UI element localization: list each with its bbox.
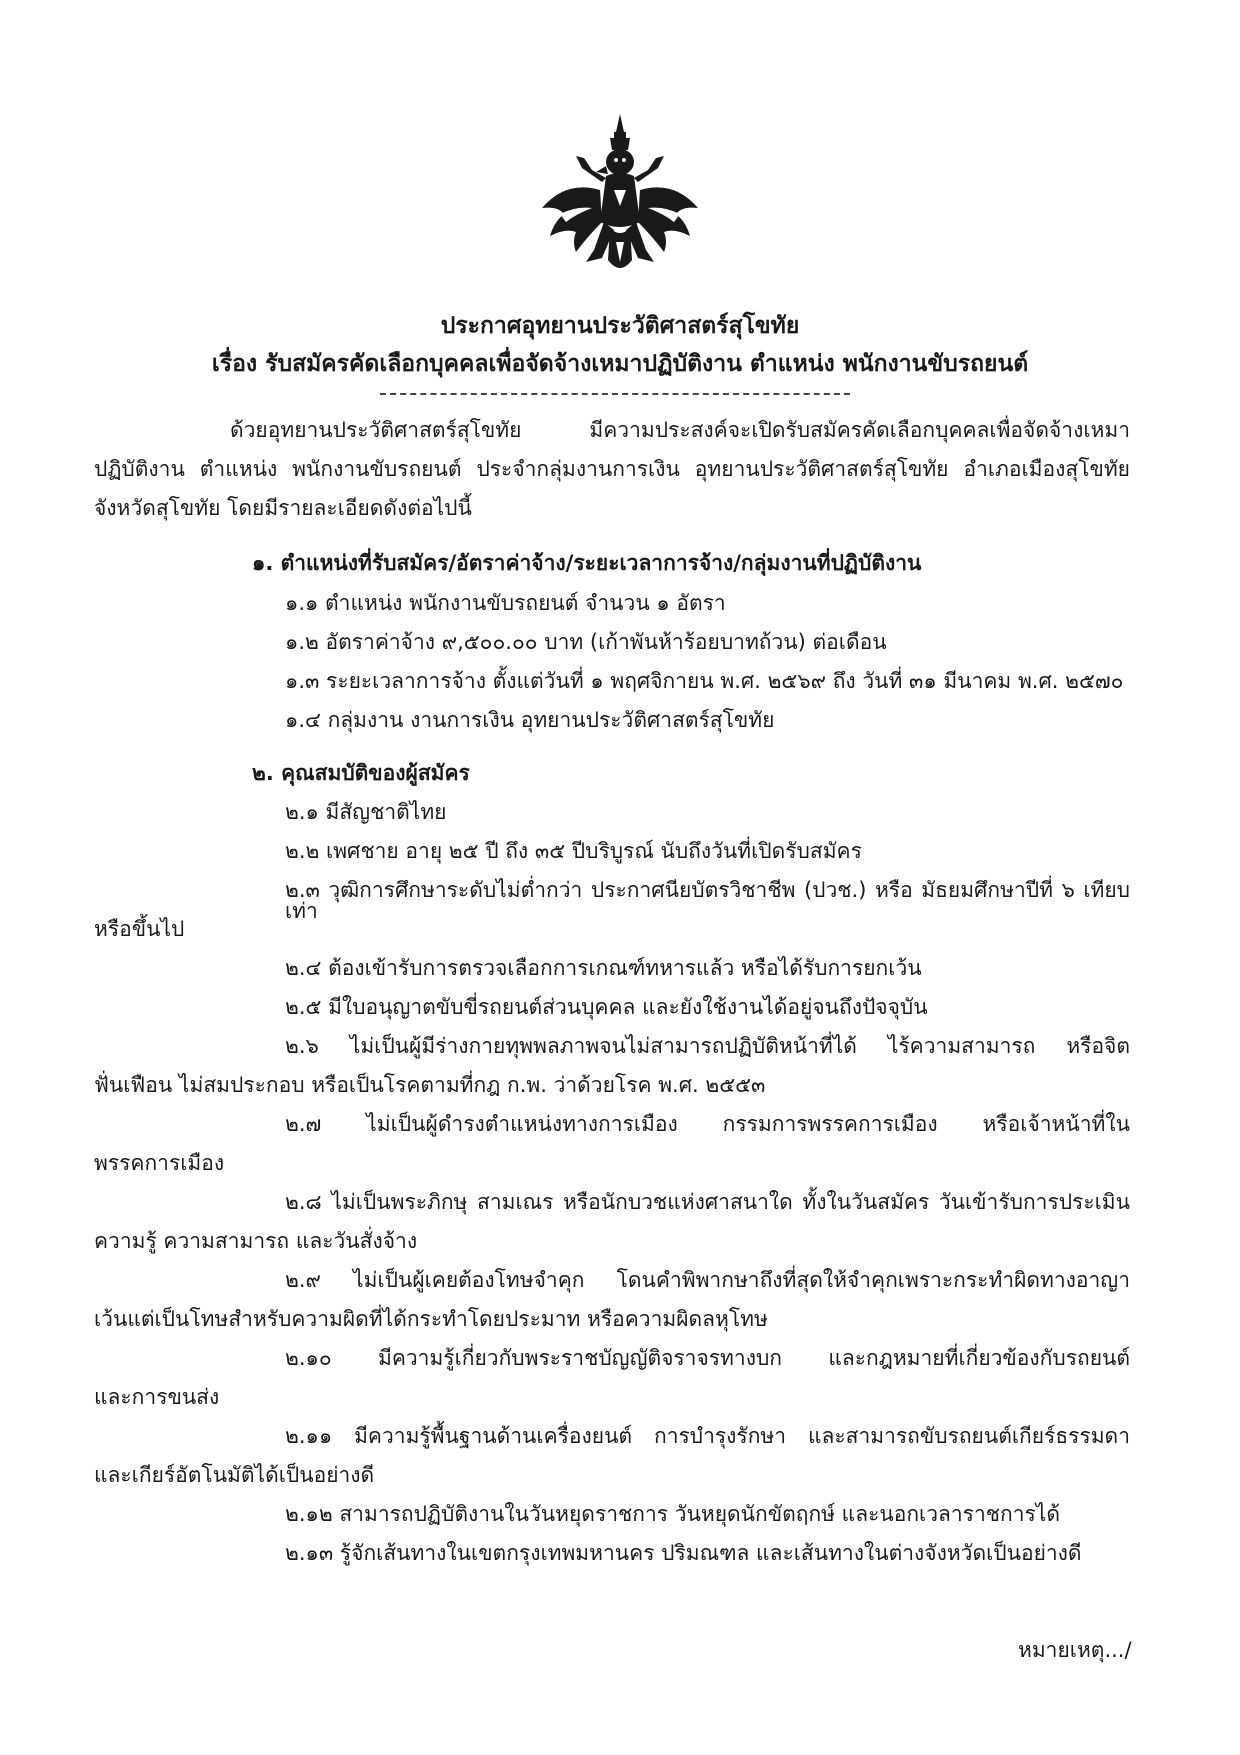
qualification-item: ๒.๑ มีสัญชาติไทย	[285, 800, 447, 824]
qualification-item: ๒.๓ วุฒิการศึกษาระดับไม่ต่ำกว่า ประกาศนียบัตรวิชาชีพ (ปวช.) หรือ มัธยมศึกษาปีที่ ๖ เทียบเท่า	[285, 878, 1130, 923]
qualification-item-continued: และการขนส่ง	[94, 1385, 220, 1409]
qualification-item: ๒.๔ ต้องเข้ารับการตรวจเลือกการเกณฑ์ทหารแล้ว หรือได้รับการยกเว้น	[285, 956, 922, 980]
continued-marker: หมายเหตุ.../	[1018, 1638, 1132, 1662]
qualification-item: ๒.๘ ไม่เป็นพระภิกษุ สามเณร หรือนักบวชแห่งศาสนาใด ทั้งในวันสมัคร วันเข้ารับการประเมิน	[285, 1190, 1130, 1214]
garuda-emblem-icon	[536, 110, 704, 280]
qualification-item: ๒.๕ มีใบอนุญาตขับขี่รถยนต์ส่วนบุคคล และยังใช้งานได้อยู่จนถึงปัจจุบัน	[285, 995, 928, 1019]
intro-line-3: จังหวัดสุโขทัย โดยมีรายละเอียดดังต่อไปนี้	[94, 496, 472, 520]
qualification-item: ๒.๑๐ มีความรู้เกี่ยวกับพระราชบัญญัติจราจรทางบก และกฎหมายที่เกี่ยวข้องกับรถยนต์	[285, 1346, 1130, 1370]
section-1-item: ๑.๒ อัตราค่าจ้าง ๙,๕๐๐.๐๐ บาท (เก้าพันห้าร้อยบาทถ้วน) ต่อเดือน	[285, 630, 887, 654]
section-2-heading: ๒. คุณสมบัติของผู้สมัคร	[252, 761, 470, 785]
qualification-item-continued: เว้นแต่เป็นโทษสำหรับความผิดที่ได้กระทำโดยประมาท หรือความผิดลหุโทษ	[94, 1307, 768, 1331]
qualification-item-continued: พรรคการเมือง	[94, 1151, 225, 1175]
qualification-item: ๒.๑๒ สามารถปฏิบัติงานในวันหยุดราชการ วันหยุดนักขัตฤกษ์ และนอกเวลาราชการได้	[285, 1502, 1060, 1526]
qualification-item-continued: ความรู้ ความสามารถ และวันสั่งจ้าง	[94, 1229, 418, 1253]
qualification-item: ๒.๑๑ มีความรู้พื้นฐานด้านเครื่องยนต์ การบำรุงรักษา และสามารถขับรถยนต์เกียร์ธรรมดา	[285, 1424, 1130, 1448]
qualification-item: ๒.๖ ไม่เป็นผู้มีร่างกายทุพพลภาพจนไม่สามารถปฏิบัติหน้าที่ได้ ไร้ความสามารถ หรือจิต	[285, 1034, 1130, 1058]
qualification-item: ๒.๒ เพศชาย อายุ ๒๕ ปี ถึง ๓๕ ปีบริบูรณ์ นับถึงวันที่เปิดรับสมัคร	[285, 839, 862, 863]
announcement-title: ประกาศอุทยานประวัติศาสตร์สุโขทัย	[440, 313, 800, 339]
section-1-item: ๑.๔ กลุ่มงาน งานการเงิน อุทยานประวัติศาสตร์สุโขทัย	[285, 708, 775, 732]
qualification-item-continued: หรือขึ้นไป	[94, 917, 185, 941]
qualification-item: ๒.๙ ไม่เป็นผู้เคยต้องโทษจำคุก โดนคำพิพากษาถึงที่สุดให้จำคุกเพราะกระทำผิดทางอาญา	[285, 1268, 1130, 1292]
qualification-item: ๒.๗ ไม่เป็นผู้ดำรงตำแหน่งทางการเมือง กรรมการพรรคการเมือง หรือเจ้าหน้าที่ใน	[285, 1112, 1130, 1136]
announcement-subject: เรื่อง รับสมัครคัดเลือกบุคคลเพื่อจัดจ้างเหมาปฏิบัติงาน ตำแหน่ง พนักงานขับรถยนต์	[211, 351, 1029, 377]
qualification-item-continued: และเกียร์อัตโนมัติได้เป็นอย่างดี	[94, 1463, 375, 1487]
intro-line-1: ด้วยอุทยานประวัติศาสตร์สุโขทัย มีความประสงค์จะเปิดรับสมัครคัดเลือกบุคคลเพื่อจัดจ้างเหมา	[230, 418, 1130, 442]
intro-line-2: ปฏิบัติงาน ตำแหน่ง พนักงานขับรถยนต์ ประจำกลุ่มงานการเงิน อุทยานประวัติศาสตร์สุโขทัย อำเภอเมืองสุโขทัย	[94, 457, 1130, 481]
qualification-item: ๒.๑๓ รู้จักเส้นทางในเขตกรุงเทพมหานคร ปริมณฑล และเส้นทางในต่างจังหวัดเป็นอย่างดี	[285, 1541, 1082, 1565]
section-1-item: ๑.๓ ระยะเวลาการจ้าง ตั้งแต่วันที่ ๑ พฤศจิกายน พ.ศ. ๒๕๖๙ ถึง วันที่ ๓๑ มีนาคม พ.ศ. ๒๕๗๐	[285, 669, 1124, 693]
title-divider	[380, 393, 850, 395]
section-1-item: ๑.๑ ตำแหน่ง พนักงานขับรถยนต์ จำนวน ๑ อัตรา	[285, 591, 726, 615]
section-1-heading: ๑. ตำแหน่งที่รับสมัคร/อัตราค่าจ้าง/ระยะเวลาการจ้าง/กลุ่มงานที่ปฏิบัติงาน	[252, 551, 922, 575]
qualification-item-continued: ฟั่นเฟือน ไม่สมประกอบ หรือเป็นโรคตามที่กฎ ก.พ. ว่าด้วยโรค พ.ศ. ๒๕๕๓	[94, 1073, 766, 1097]
